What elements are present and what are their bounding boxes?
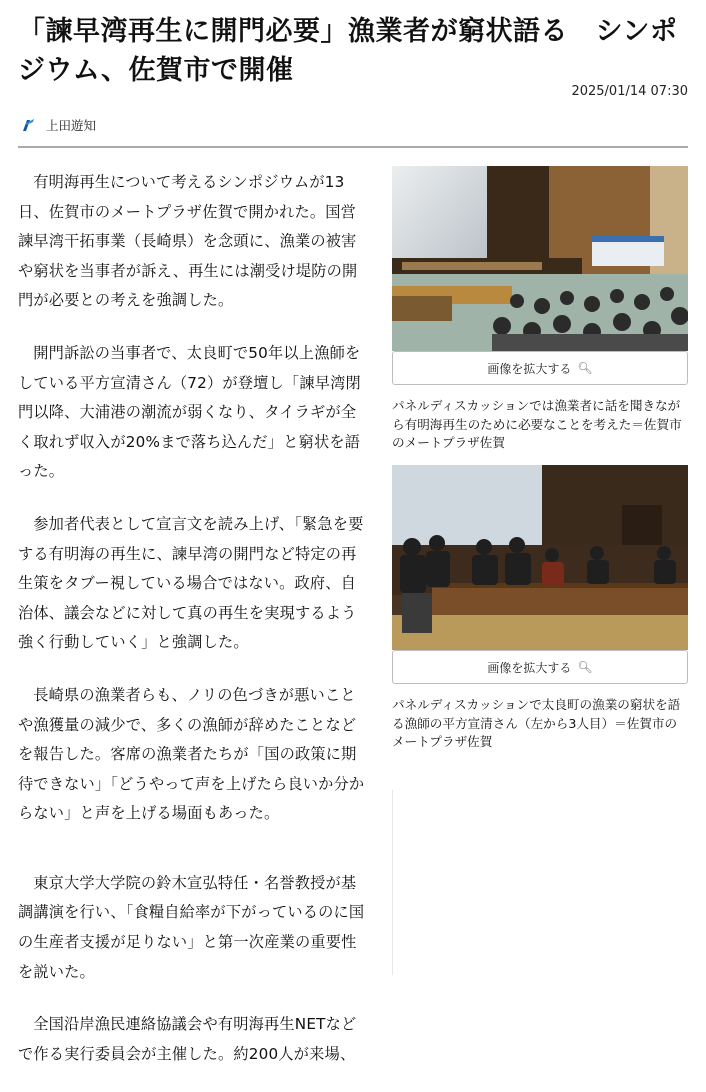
author-name: 上田遊知	[46, 118, 97, 133]
magnifier-icon: 🔍︎	[577, 660, 593, 674]
article-paragraph: 有明海再生について考えるシンポジウムが13日、佐賀市のメートプラザ佐賀で開かれた。国営諫早湾干拓事業（長崎県）を念頭に、漁業の被害や窮状を当事者が訴え、再生には潮受け堤防の開門が必要との考えを強調した。	[18, 173, 358, 310]
photo-figure-1	[392, 166, 688, 453]
zoom-image-button[interactable]	[392, 650, 688, 684]
header-divider	[18, 146, 688, 148]
photo-figure-2	[392, 465, 688, 752]
article-title: 「諫早湾再生に開門必要」漁業者が窮状語る シンポジウム、佐賀市で開催	[18, 16, 678, 86]
zoom-image-button[interactable]	[392, 351, 688, 385]
article-body	[18, 168, 368, 1092]
article-paragraph: 開門訴訟の当事者で、太良町で50年以上漁師をしている平方宣清さん（72）が登壇し「諫早湾閉門以降、大浦港の潮流が弱くなり、タイラギが全く取れず収入が20%まで落ち込んだ」と窮状を語った。	[18, 343, 361, 481]
zoom-button-label: 画像を拡大する	[487, 660, 572, 675]
symposium-photo-audience[interactable]	[392, 166, 688, 351]
zoom-button-label: 画像を拡大する	[487, 361, 572, 376]
article-paragraph: 長崎県の漁業者らも、ノリの色づきが悪いことや漁獲量の減少で、多くの漁師が辞めたことなどを報告した。客席の漁業者たちが「国の政策に期待できない」「どうやって声を上げたら良いか分からない」と声を上げる場面もあった。	[18, 685, 365, 823]
photo-caption: パネルディスカッションで太良町の漁業の窮状を語る漁師の平方宣清さん（左から3人目）＝佐賀市のメートプラザ佐賀	[392, 697, 681, 749]
article-paragraph: 参加者代表として宣言文を読み上げ、「緊急を要する有明海の再生に、諫早湾の開門など特定の再生策をタブー視している場合ではない。政府、自治体、議会などに対して真の再生を実現するよう強く行動していく」と強調した。	[18, 514, 364, 652]
symposium-photo-panel[interactable]	[392, 465, 688, 650]
article-paragraph: 全国沿岸漁民連絡協議会や有明海再生NETなどで作る実行委員会が主催した。約200人が来場、	[18, 1015, 357, 1063]
article-paragraph: 東京大学大学院の鈴木宣弘特任・名誉教授が基調講演を行い、「食糧自給率が下がっているのに国の生産者支援が足りない」と第一次産業の重要性を説いた。	[18, 873, 365, 981]
newspaper-logo-icon	[20, 117, 36, 133]
column-rule	[392, 790, 393, 975]
photo-caption: パネルディスカッションでは漁業者に話を聞きながら有明海再生のために必要なことを考えた＝佐賀市のメートプラザ佐賀	[392, 398, 682, 450]
magnifier-icon: 🔍︎	[577, 361, 593, 375]
author-byline	[20, 116, 96, 134]
publish-date: 2025/01/14 07:30	[571, 84, 688, 99]
